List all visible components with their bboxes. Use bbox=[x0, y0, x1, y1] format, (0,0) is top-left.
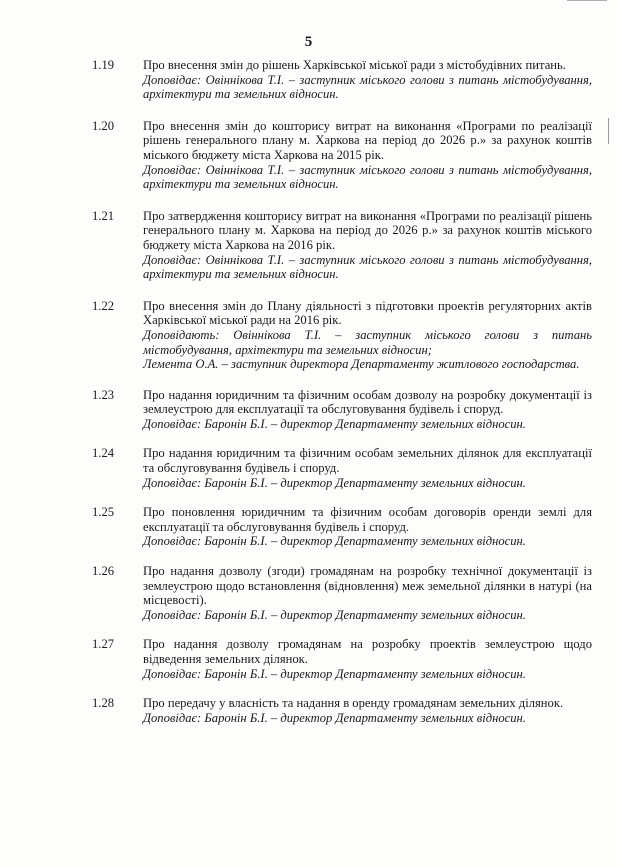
item-number: 1.24 bbox=[92, 446, 115, 461]
item-body bbox=[143, 209, 592, 282]
speaker-line: Доповідає: Овіннікова Т.І. – заступник міського голови з питань містобудування, архітектури та земельних відносин. bbox=[143, 162, 592, 192]
item-body bbox=[143, 696, 592, 725]
item-title: Про поновлення юридичним та фізичним особам договорів оренди землі для експлуатації та обслуговування будівель і споруд. bbox=[143, 505, 592, 534]
item-body bbox=[143, 505, 592, 549]
item-number: 1.19 bbox=[92, 58, 115, 72]
agenda-item bbox=[92, 696, 592, 725]
item-body bbox=[143, 299, 592, 372]
agenda-item bbox=[92, 58, 592, 102]
item-speaker bbox=[143, 667, 592, 682]
item-speaker bbox=[143, 417, 592, 432]
speaker-line: Доповідає: Овіннікова Т.І. – заступник міського голови з питань містобудування, архітектури та земельних відносин. bbox=[143, 252, 592, 282]
item-number: 1.23 bbox=[92, 387, 115, 402]
item-body bbox=[143, 446, 592, 490]
item-title: Про передачу у власність та надання в оренду громадянам земельних ділянок. bbox=[143, 696, 564, 711]
item-number: 1.25 bbox=[92, 505, 115, 520]
speaker-line: Доповідає: Баронін Б.І. – директор Департаменту земельних відносин. bbox=[143, 475, 526, 490]
item-title: Про надання дозволу громадянам на розробку проектів землеустрою щодо відведення земельних ділянок. bbox=[143, 637, 592, 666]
item-speaker bbox=[143, 476, 592, 491]
item-title: Про затвердження кошторису витрат на виконання «Програми по реалізації рішень генерального плану м. Харкова на період до 2026 р.» за рахунок коштів міського бюджету міста Харкова на 2016 рік. bbox=[143, 208, 592, 252]
item-number: 1.26 bbox=[92, 564, 115, 579]
item-speaker bbox=[143, 608, 592, 623]
agenda-item bbox=[92, 209, 592, 282]
item-number: 1.21 bbox=[92, 208, 115, 223]
item-title: Про надання юридичним та фізичним особам дозволу на розробку документації із землеустрою для експлуатації та обслуговування будівель і споруд. bbox=[143, 387, 592, 417]
item-speaker bbox=[143, 163, 592, 192]
item-body bbox=[143, 119, 592, 192]
speaker-line: Доповідає: Баронін Б.І. – директор Департаменту земельних відносин. bbox=[143, 534, 526, 549]
item-number: 1.20 bbox=[92, 118, 115, 133]
item-speaker bbox=[143, 253, 592, 282]
speaker-line: Доповідає: Баронін Б.І. – директор Департаменту земельних відносин. bbox=[143, 416, 526, 431]
item-speaker bbox=[143, 534, 592, 549]
speaker-line: Доповідає: Баронін Б.І. – директор Департаменту земельних відносин. bbox=[143, 666, 526, 681]
page-number: 5 bbox=[304, 34, 313, 50]
scan-edge-mark bbox=[567, 0, 607, 1]
speaker-line: Доповідає: Баронін Б.І. – директор Департаменту земельних відносин. bbox=[143, 607, 526, 622]
speaker-line: Доповідають: Овіннікова Т.І. – заступник міського голови з питань містобудування, архітектури та земельних відносин; bbox=[143, 327, 592, 357]
agenda-item bbox=[92, 119, 592, 192]
agenda-item bbox=[92, 299, 592, 372]
item-title: Про надання юридичним та фізичним особам земельних ділянок для експлуатації та обслуговування будівель і споруд. bbox=[143, 446, 592, 476]
item-number: 1.28 bbox=[92, 696, 115, 711]
item-title: Про внесення змін до кошторису витрат на виконання «Програми по реалізації рішень генерального плану м. Харкова на період до 2026 р.» за рахунок коштів міського бюджету міста Харкова на 2015 рік. bbox=[143, 118, 592, 162]
item-speaker bbox=[143, 711, 592, 726]
item-title: Про внесення змін до рішень Харківської міської ради з містобудівних питань. bbox=[143, 58, 566, 72]
item-title: Про надання дозволу (згоди) громадянам на розробку технічної документації із землеустрою щодо встановлення (відновлення) меж земельної ділянки в натурі (на місцевості). bbox=[143, 564, 592, 608]
scan-margin-mark bbox=[608, 118, 609, 144]
item-speaker bbox=[143, 328, 592, 372]
agenda-item bbox=[92, 564, 592, 622]
agenda-item bbox=[92, 637, 592, 681]
agenda-items bbox=[92, 58, 592, 725]
item-title: Про внесення змін до Плану діяльності з підготовки проектів регуляторних актів Харківської міської ради на 2016 рік. bbox=[143, 298, 592, 328]
item-body bbox=[143, 58, 592, 102]
agenda-item bbox=[92, 388, 592, 432]
speaker-line: Доповідає: Баронін Б.І. – директор Департаменту земельних відносин. bbox=[143, 710, 526, 725]
item-body bbox=[143, 388, 592, 432]
speaker-line: Доповідає: Овіннікова Т.І. – заступник міського голови з питань містобудування, архітектури та земельних відносин. bbox=[143, 72, 592, 102]
speaker-line: Лемента О.А. – заступник директора Департаменту житлового господарства. bbox=[143, 357, 580, 372]
item-body bbox=[143, 637, 592, 681]
item-number: 1.22 bbox=[92, 298, 115, 313]
item-speaker bbox=[143, 73, 592, 102]
agenda-item bbox=[92, 505, 592, 549]
item-number: 1.27 bbox=[92, 637, 115, 652]
item-body bbox=[143, 564, 592, 622]
agenda-item bbox=[92, 446, 592, 490]
